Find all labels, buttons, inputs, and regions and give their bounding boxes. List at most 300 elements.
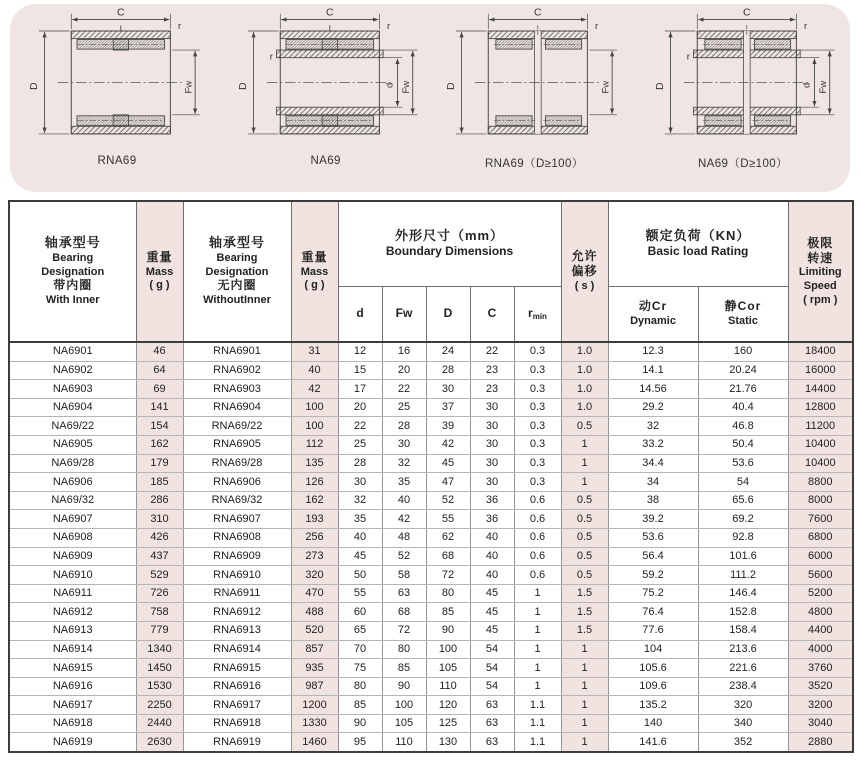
cell-dim-d: 60 bbox=[338, 603, 382, 622]
cell-dim-C: 45 bbox=[470, 621, 514, 640]
cell-dim-rmin: 1 bbox=[514, 621, 561, 640]
cell-static-cor: 221.6 bbox=[698, 659, 788, 678]
table-row bbox=[9, 640, 853, 659]
cell-mass-without-inner: 470 bbox=[291, 584, 338, 603]
header-without-inner: 轴承型号 Bearing Designation 无内圈 WithoutInner bbox=[183, 201, 291, 342]
header-dim-d: d bbox=[338, 287, 382, 343]
header-misalignment: 允许 偏移 ( s ) bbox=[561, 201, 608, 342]
cell-dim-fw: 90 bbox=[382, 677, 426, 696]
cell-mass-with-inner: 185 bbox=[136, 473, 183, 492]
cell-dim-rmin: 0.6 bbox=[514, 528, 561, 547]
cell-dim-D: 42 bbox=[426, 435, 470, 454]
bearing-cross-section-drawing bbox=[225, 6, 427, 157]
cell-misalignment-s: 1 bbox=[561, 696, 608, 715]
cell-dim-d: 15 bbox=[338, 361, 382, 380]
cell-misalignment-s: 0.5 bbox=[561, 547, 608, 566]
cell-misalignment-s: 1 bbox=[561, 473, 608, 492]
cell-dim-fw: 72 bbox=[382, 621, 426, 640]
cell-dim-C: 63 bbox=[470, 714, 514, 733]
cell-limiting-speed: 3040 bbox=[788, 714, 853, 733]
table-row bbox=[9, 454, 853, 473]
cell-limiting-speed: 4000 bbox=[788, 640, 853, 659]
cell-dim-rmin: 0.3 bbox=[514, 473, 561, 492]
svg-text:C: C bbox=[742, 7, 751, 19]
cell-dim-rmin: 1 bbox=[514, 584, 561, 603]
cell-mass-with-inner: 141 bbox=[136, 398, 183, 417]
cell-dynamic-cr: 14.1 bbox=[608, 361, 698, 380]
cell-limiting-speed: 5600 bbox=[788, 566, 853, 585]
table-row bbox=[9, 398, 853, 417]
cell-mass-without-inner: 42 bbox=[291, 380, 338, 399]
cell-misalignment-s: 1.0 bbox=[561, 380, 608, 399]
cell-dim-fw: 85 bbox=[382, 659, 426, 678]
cell-mass-without-inner: 1330 bbox=[291, 714, 338, 733]
cell-dim-d: 45 bbox=[338, 547, 382, 566]
cell-dim-rmin: 1.1 bbox=[514, 714, 561, 733]
cell-mass-with-inner: 1530 bbox=[136, 677, 183, 696]
cell-dim-rmin: 0.6 bbox=[514, 491, 561, 510]
cell-dim-d: 50 bbox=[338, 566, 382, 585]
cell-dim-D: 110 bbox=[426, 677, 470, 696]
cell-mass-without-inner: 987 bbox=[291, 677, 338, 696]
cell-rna-designation: RNA6906 bbox=[183, 473, 291, 492]
cell-rna-designation: RNA6910 bbox=[183, 566, 291, 585]
cell-mass-without-inner: 100 bbox=[291, 398, 338, 417]
cell-dynamic-cr: 140 bbox=[608, 714, 698, 733]
cell-rna-designation: RNA6911 bbox=[183, 584, 291, 603]
cell-dim-rmin: 1 bbox=[514, 603, 561, 622]
cell-dim-fw: 80 bbox=[382, 640, 426, 659]
cell-dim-C: 40 bbox=[470, 566, 514, 585]
cell-rna-designation: RNA6902 bbox=[183, 361, 291, 380]
cell-dim-D: 100 bbox=[426, 640, 470, 659]
table-row bbox=[9, 659, 853, 678]
cell-dim-C: 40 bbox=[470, 547, 514, 566]
cell-dim-fw: 100 bbox=[382, 696, 426, 715]
bearing-cross-section-drawing bbox=[642, 6, 844, 157]
cell-dim-d: 17 bbox=[338, 380, 382, 399]
cell-mass-with-inner: 46 bbox=[136, 342, 183, 361]
cell-mass-with-inner: 64 bbox=[136, 361, 183, 380]
diagram-rna69 bbox=[14, 6, 220, 167]
cell-dim-fw: 52 bbox=[382, 547, 426, 566]
cell-dynamic-cr: 135.2 bbox=[608, 696, 698, 715]
cell-rna-designation: RNA6909 bbox=[183, 547, 291, 566]
cell-dim-d: 85 bbox=[338, 696, 382, 715]
cell-rna-designation: RNA6905 bbox=[183, 435, 291, 454]
cell-misalignment-s: 1.5 bbox=[561, 603, 608, 622]
cell-dim-fw: 68 bbox=[382, 603, 426, 622]
cell-rna-designation: RNA6918 bbox=[183, 714, 291, 733]
cell-dynamic-cr: 56.4 bbox=[608, 547, 698, 566]
cell-static-cor: 101.6 bbox=[698, 547, 788, 566]
cell-na-designation: NA69/28 bbox=[9, 454, 136, 473]
svg-text:C: C bbox=[325, 7, 334, 19]
table-row bbox=[9, 566, 853, 585]
table-row bbox=[9, 547, 853, 566]
svg-text:d: d bbox=[384, 82, 396, 88]
cell-static-cor: 21.76 bbox=[698, 380, 788, 399]
cell-na-designation: NA6907 bbox=[9, 510, 136, 529]
cell-rna-designation: RNA6907 bbox=[183, 510, 291, 529]
svg-text:C: C bbox=[117, 7, 125, 19]
spec-table-body bbox=[9, 342, 853, 752]
cell-mass-with-inner: 726 bbox=[136, 584, 183, 603]
cell-static-cor: 92.8 bbox=[698, 528, 788, 547]
cell-mass-without-inner: 193 bbox=[291, 510, 338, 529]
cell-mass-with-inner: 310 bbox=[136, 510, 183, 529]
cell-limiting-speed: 4800 bbox=[788, 603, 853, 622]
cell-limiting-speed: 10400 bbox=[788, 454, 853, 473]
cell-static-cor: 40.4 bbox=[698, 398, 788, 417]
cell-mass-without-inner: 112 bbox=[291, 435, 338, 454]
diagram-caption: RNA69（D≥100） bbox=[484, 158, 584, 170]
table-row bbox=[9, 528, 853, 547]
cell-dim-C: 45 bbox=[470, 603, 514, 622]
cell-dim-fw: 22 bbox=[382, 380, 426, 399]
table-row bbox=[9, 510, 853, 529]
cell-mass-without-inner: 256 bbox=[291, 528, 338, 547]
cell-limiting-speed: 3520 bbox=[788, 677, 853, 696]
cell-dim-rmin: 0.3 bbox=[514, 454, 561, 473]
cell-dim-fw: 42 bbox=[382, 510, 426, 529]
table-row bbox=[9, 714, 853, 733]
cell-na-designation: NA6902 bbox=[9, 361, 136, 380]
svg-text:r: r bbox=[177, 21, 182, 33]
table-row bbox=[9, 584, 853, 603]
header-mass-with-inner: 重量 Mass ( g ) bbox=[136, 201, 183, 342]
bearing-diagrams-panel bbox=[10, 4, 850, 192]
cell-rna-designation: RNA6916 bbox=[183, 677, 291, 696]
cell-dim-d: 90 bbox=[338, 714, 382, 733]
table-row bbox=[9, 491, 853, 510]
cell-misalignment-s: 1 bbox=[561, 714, 608, 733]
svg-text:r: r bbox=[269, 51, 273, 63]
cell-limiting-speed: 5200 bbox=[788, 584, 853, 603]
cell-rna-designation: RNA6903 bbox=[183, 380, 291, 399]
cell-dynamic-cr: 104 bbox=[608, 640, 698, 659]
cell-dim-rmin: 0.3 bbox=[514, 380, 561, 399]
diagram-caption: NA69 bbox=[310, 155, 341, 167]
cell-dynamic-cr: 38 bbox=[608, 491, 698, 510]
cell-rna-designation: RNA69/28 bbox=[183, 454, 291, 473]
cell-na-designation: NA6911 bbox=[9, 584, 136, 603]
cell-dim-C: 30 bbox=[470, 454, 514, 473]
cell-dim-C: 54 bbox=[470, 659, 514, 678]
cell-dim-rmin: 1.1 bbox=[514, 696, 561, 715]
cell-dim-rmin: 1 bbox=[514, 640, 561, 659]
cell-na-designation: NA6912 bbox=[9, 603, 136, 622]
cell-dim-fw: 63 bbox=[382, 584, 426, 603]
cell-mass-without-inner: 1460 bbox=[291, 733, 338, 752]
cell-dim-D: 24 bbox=[426, 342, 470, 361]
cell-limiting-speed: 11200 bbox=[788, 417, 853, 436]
cell-dim-D: 68 bbox=[426, 547, 470, 566]
cell-misalignment-s: 1 bbox=[561, 677, 608, 696]
cell-na-designation: NA6908 bbox=[9, 528, 136, 547]
cell-misalignment-s: 1.0 bbox=[561, 342, 608, 361]
cell-static-cor: 69.2 bbox=[698, 510, 788, 529]
cell-dim-D: 130 bbox=[426, 733, 470, 752]
cell-dim-d: 12 bbox=[338, 342, 382, 361]
cell-limiting-speed: 18400 bbox=[788, 342, 853, 361]
header-mass-without-inner: 重量 Mass ( g ) bbox=[291, 201, 338, 342]
cell-limiting-speed: 6800 bbox=[788, 528, 853, 547]
cell-na-designation: NA69/32 bbox=[9, 491, 136, 510]
cell-mass-without-inner: 100 bbox=[291, 417, 338, 436]
cell-dim-fw: 28 bbox=[382, 417, 426, 436]
cell-dim-d: 28 bbox=[338, 454, 382, 473]
cell-misalignment-s: 1 bbox=[561, 659, 608, 678]
diagram-na69-d100 bbox=[640, 6, 846, 171]
cell-misalignment-s: 1.5 bbox=[561, 621, 608, 640]
cell-static-cor: 50.4 bbox=[698, 435, 788, 454]
cell-dim-fw: 35 bbox=[382, 473, 426, 492]
cell-dim-fw: 48 bbox=[382, 528, 426, 547]
cell-static-cor: 146.4 bbox=[698, 584, 788, 603]
cell-dim-rmin: 1 bbox=[514, 659, 561, 678]
cell-mass-with-inner: 179 bbox=[136, 454, 183, 473]
cell-static-cor: 340 bbox=[698, 714, 788, 733]
table-row bbox=[9, 603, 853, 622]
cell-dim-D: 120 bbox=[426, 696, 470, 715]
cell-dim-D: 52 bbox=[426, 491, 470, 510]
cell-dim-fw: 16 bbox=[382, 342, 426, 361]
cell-limiting-speed: 4400 bbox=[788, 621, 853, 640]
cell-dim-D: 37 bbox=[426, 398, 470, 417]
cell-dim-D: 90 bbox=[426, 621, 470, 640]
svg-text:C: C bbox=[534, 7, 542, 19]
cell-dim-D: 72 bbox=[426, 566, 470, 585]
cell-misalignment-s: 0.5 bbox=[561, 491, 608, 510]
cell-dim-D: 30 bbox=[426, 380, 470, 399]
cell-na-designation: NA6901 bbox=[9, 342, 136, 361]
cell-static-cor: 111.2 bbox=[698, 566, 788, 585]
cell-dynamic-cr: 12.3 bbox=[608, 342, 698, 361]
cell-dim-D: 45 bbox=[426, 454, 470, 473]
header-basic-load-rating: 额定负荷（KN） Basic load Rating bbox=[608, 201, 788, 287]
cell-dim-C: 63 bbox=[470, 733, 514, 752]
cell-dynamic-cr: 77.6 bbox=[608, 621, 698, 640]
cell-rna-designation: RNA6908 bbox=[183, 528, 291, 547]
cell-dim-C: 30 bbox=[470, 473, 514, 492]
table-row bbox=[9, 361, 853, 380]
cell-dim-fw: 32 bbox=[382, 454, 426, 473]
cell-dynamic-cr: 33.2 bbox=[608, 435, 698, 454]
cell-mass-without-inner: 520 bbox=[291, 621, 338, 640]
cell-dim-d: 20 bbox=[338, 398, 382, 417]
svg-text:Fw: Fw bbox=[600, 80, 612, 94]
cell-mass-with-inner: 529 bbox=[136, 566, 183, 585]
cell-dynamic-cr: 39.2 bbox=[608, 510, 698, 529]
cell-dim-D: 55 bbox=[426, 510, 470, 529]
header-dim-C: C bbox=[470, 287, 514, 343]
header-dynamic-cr: 动Cr Dynamic bbox=[608, 287, 698, 343]
cell-misalignment-s: 1 bbox=[561, 454, 608, 473]
cell-dim-d: 35 bbox=[338, 510, 382, 529]
cell-dim-d: 65 bbox=[338, 621, 382, 640]
table-row bbox=[9, 380, 853, 399]
header-limiting-speed: 极限 转速 Limiting Speed ( rpm ) bbox=[788, 201, 853, 342]
table-row bbox=[9, 696, 853, 715]
table-row bbox=[9, 417, 853, 436]
cell-mass-with-inner: 2630 bbox=[136, 733, 183, 752]
cell-dim-rmin: 1.1 bbox=[514, 733, 561, 752]
cell-misalignment-s: 1.0 bbox=[561, 398, 608, 417]
cell-dim-d: 22 bbox=[338, 417, 382, 436]
cell-rna-designation: RNA6914 bbox=[183, 640, 291, 659]
cell-misalignment-s: 0.5 bbox=[561, 528, 608, 547]
cell-dim-rmin: 0.3 bbox=[514, 398, 561, 417]
cell-mass-without-inner: 31 bbox=[291, 342, 338, 361]
cell-limiting-speed: 7600 bbox=[788, 510, 853, 529]
header-dim-rmin: $r_{min}$ bbox=[514, 287, 561, 343]
cell-static-cor: 53.6 bbox=[698, 454, 788, 473]
cell-rna-designation: RNA6913 bbox=[183, 621, 291, 640]
cell-static-cor: 65.6 bbox=[698, 491, 788, 510]
cell-dim-C: 63 bbox=[470, 696, 514, 715]
cell-dynamic-cr: 34 bbox=[608, 473, 698, 492]
cell-dim-rmin: 0.6 bbox=[514, 510, 561, 529]
cell-na-designation: NA6905 bbox=[9, 435, 136, 454]
header-boundary-dimensions: 外形尺寸（mm） Boundary Dimensions bbox=[338, 201, 561, 287]
cell-static-cor: 238.4 bbox=[698, 677, 788, 696]
cell-dim-C: 30 bbox=[470, 417, 514, 436]
header-static-cor: 静Cor Static bbox=[698, 287, 788, 343]
bearing-spec-table bbox=[8, 200, 854, 753]
cell-dim-fw: 58 bbox=[382, 566, 426, 585]
cell-dynamic-cr: 53.6 bbox=[608, 528, 698, 547]
cell-limiting-speed: 2880 bbox=[788, 733, 853, 752]
cell-dim-fw: 110 bbox=[382, 733, 426, 752]
cell-dim-rmin: 0.3 bbox=[514, 435, 561, 454]
diagram-na69 bbox=[223, 6, 429, 167]
cell-dynamic-cr: 76.4 bbox=[608, 603, 698, 622]
cell-dim-d: 95 bbox=[338, 733, 382, 752]
cell-dim-d: 25 bbox=[338, 435, 382, 454]
cell-mass-without-inner: 135 bbox=[291, 454, 338, 473]
cell-na-designation: NA6916 bbox=[9, 677, 136, 696]
cell-rna-designation: RNA69/22 bbox=[183, 417, 291, 436]
cell-dim-d: 40 bbox=[338, 528, 382, 547]
cell-rna-designation: RNA6901 bbox=[183, 342, 291, 361]
cell-na-designation: NA6909 bbox=[9, 547, 136, 566]
cell-dim-D: 47 bbox=[426, 473, 470, 492]
cell-misalignment-s: 1.5 bbox=[561, 584, 608, 603]
cell-mass-with-inner: 286 bbox=[136, 491, 183, 510]
cell-misalignment-s: 1 bbox=[561, 640, 608, 659]
cell-rna-designation: RNA6919 bbox=[183, 733, 291, 752]
svg-text:D: D bbox=[654, 82, 666, 91]
cell-dim-rmin: 0.3 bbox=[514, 342, 561, 361]
cell-mass-without-inner: 273 bbox=[291, 547, 338, 566]
cell-limiting-speed: 12800 bbox=[788, 398, 853, 417]
cell-dim-fw: 25 bbox=[382, 398, 426, 417]
svg-text:r: r bbox=[686, 51, 690, 63]
table-row bbox=[9, 621, 853, 640]
svg-text:D: D bbox=[446, 82, 458, 91]
cell-mass-with-inner: 1340 bbox=[136, 640, 183, 659]
svg-text:d: d bbox=[801, 82, 813, 88]
cell-mass-with-inner: 426 bbox=[136, 528, 183, 547]
cell-dim-D: 39 bbox=[426, 417, 470, 436]
cell-na-designation: NA6906 bbox=[9, 473, 136, 492]
cell-mass-with-inner: 1450 bbox=[136, 659, 183, 678]
cell-dim-C: 45 bbox=[470, 584, 514, 603]
cell-misalignment-s: 1 bbox=[561, 733, 608, 752]
cell-dim-rmin: 0.6 bbox=[514, 566, 561, 585]
cell-rna-designation: RNA69/32 bbox=[183, 491, 291, 510]
cell-mass-with-inner: 2440 bbox=[136, 714, 183, 733]
cell-mass-without-inner: 40 bbox=[291, 361, 338, 380]
cell-dim-d: 75 bbox=[338, 659, 382, 678]
header-with-inner: 轴承型号 Bearing Designation 带内圈 With Inner bbox=[9, 201, 136, 342]
cell-dynamic-cr: 29.2 bbox=[608, 398, 698, 417]
cell-dim-d: 55 bbox=[338, 584, 382, 603]
cell-dim-D: 105 bbox=[426, 659, 470, 678]
cell-misalignment-s: 0.5 bbox=[561, 417, 608, 436]
cell-dim-D: 28 bbox=[426, 361, 470, 380]
table-row bbox=[9, 473, 853, 492]
cell-limiting-speed: 14400 bbox=[788, 380, 853, 399]
cell-dynamic-cr: 105.6 bbox=[608, 659, 698, 678]
cell-dynamic-cr: 141.6 bbox=[608, 733, 698, 752]
cell-limiting-speed: 16000 bbox=[788, 361, 853, 380]
svg-text:Fw: Fw bbox=[183, 80, 195, 94]
cell-static-cor: 46.8 bbox=[698, 417, 788, 436]
cell-dim-rmin: 0.6 bbox=[514, 547, 561, 566]
cell-mass-with-inner: 758 bbox=[136, 603, 183, 622]
bearing-cross-section-drawing bbox=[433, 6, 635, 157]
cell-static-cor: 352 bbox=[698, 733, 788, 752]
cell-mass-with-inner: 162 bbox=[136, 435, 183, 454]
cell-dim-C: 40 bbox=[470, 528, 514, 547]
table-row bbox=[9, 733, 853, 752]
cell-dim-C: 22 bbox=[470, 342, 514, 361]
cell-dim-C: 36 bbox=[470, 510, 514, 529]
cell-na-designation: NA6904 bbox=[9, 398, 136, 417]
svg-text:Fw: Fw bbox=[817, 80, 829, 94]
cell-mass-with-inner: 437 bbox=[136, 547, 183, 566]
cell-mass-without-inner: 857 bbox=[291, 640, 338, 659]
cell-misalignment-s: 0.5 bbox=[561, 566, 608, 585]
cell-na-designation: NA6913 bbox=[9, 621, 136, 640]
cell-static-cor: 158.4 bbox=[698, 621, 788, 640]
cell-na-designation: NA6917 bbox=[9, 696, 136, 715]
cell-static-cor: 213.6 bbox=[698, 640, 788, 659]
cell-dim-fw: 105 bbox=[382, 714, 426, 733]
cell-dynamic-cr: 34.4 bbox=[608, 454, 698, 473]
cell-limiting-speed: 8000 bbox=[788, 491, 853, 510]
cell-dim-C: 23 bbox=[470, 380, 514, 399]
diagram-caption: RNA69 bbox=[97, 155, 137, 167]
cell-dim-C: 54 bbox=[470, 640, 514, 659]
cell-dim-d: 30 bbox=[338, 473, 382, 492]
cell-dim-C: 36 bbox=[470, 491, 514, 510]
cell-mass-without-inner: 320 bbox=[291, 566, 338, 585]
cell-na-designation: NA6919 bbox=[9, 733, 136, 752]
cell-limiting-speed: 6000 bbox=[788, 547, 853, 566]
cell-dim-d: 70 bbox=[338, 640, 382, 659]
cell-rna-designation: RNA6915 bbox=[183, 659, 291, 678]
cell-na-designation: NA6903 bbox=[9, 380, 136, 399]
table-row bbox=[9, 677, 853, 696]
svg-text:r: r bbox=[386, 21, 390, 33]
cell-na-designation: NA6918 bbox=[9, 714, 136, 733]
cell-limiting-speed: 10400 bbox=[788, 435, 853, 454]
cell-dim-C: 30 bbox=[470, 435, 514, 454]
cell-na-designation: NA6910 bbox=[9, 566, 136, 585]
